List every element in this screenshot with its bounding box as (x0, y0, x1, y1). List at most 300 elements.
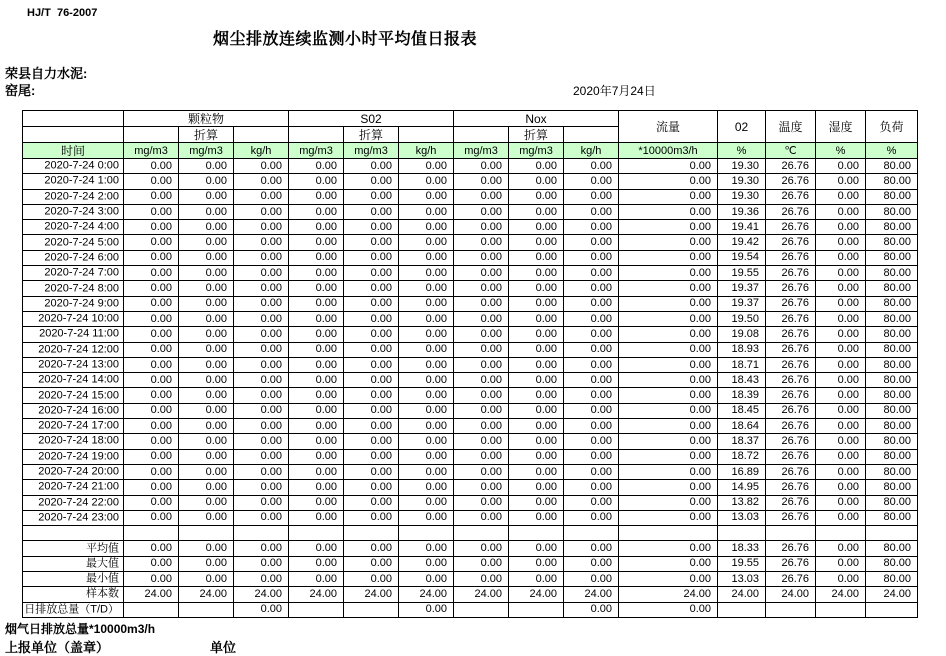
row-label-cell (23, 526, 124, 541)
value-cell: 0.00 (399, 281, 454, 296)
value-cell: 0.00 (124, 235, 179, 250)
value-cell: 0.00 (124, 342, 179, 357)
value-cell: 0.00 (816, 388, 866, 403)
value-cell: 0.00 (344, 159, 399, 174)
value-cell: 16.89 (718, 464, 766, 479)
value-cell: 26.76 (766, 281, 816, 296)
value-cell: 0.00 (619, 602, 718, 617)
value-cell: 0.00 (289, 296, 344, 311)
value-cell: 0.00 (179, 373, 234, 388)
value-cell: 0.00 (454, 480, 509, 495)
value-cell: 0.00 (454, 327, 509, 342)
group-header-nox: Nox (454, 111, 619, 127)
value-cell: 0.00 (564, 556, 619, 571)
row-label-cell (23, 495, 124, 510)
value-cell: 0.00 (289, 159, 344, 174)
value-cell: 0.00 (619, 174, 718, 189)
value-cell: 0.00 (454, 388, 509, 403)
value-cell: 0.00 (619, 572, 718, 587)
value-cell: 26.76 (766, 373, 816, 388)
summary-row (23, 541, 918, 556)
row-label-cell (23, 327, 124, 342)
value-cell: 0.00 (399, 388, 454, 403)
value-cell: 0.00 (816, 174, 866, 189)
value-cell: 0.00 (124, 159, 179, 174)
value-cell: 0.00 (344, 434, 399, 449)
data-row (23, 434, 918, 449)
row-label-cell (23, 311, 124, 326)
value-cell: 0.00 (509, 541, 564, 556)
value-cell: 80.00 (866, 434, 918, 449)
value-cell: 0.00 (816, 434, 866, 449)
value-cell: 0.00 (399, 572, 454, 587)
value-cell: 0.00 (509, 204, 564, 219)
value-cell: 0.00 (454, 510, 509, 525)
value-cell: 0.00 (399, 541, 454, 556)
value-cell: 0.00 (619, 510, 718, 525)
value-cell: 0.00 (124, 541, 179, 556)
value-cell: 0.00 (289, 342, 344, 357)
value-cell: 0.00 (564, 464, 619, 479)
unit-cell: kg/h (399, 143, 454, 159)
data-row (23, 189, 918, 204)
row-label-text: 2020-7-24 8:00 (44, 282, 119, 295)
value-cell: 0.00 (399, 495, 454, 510)
value-cell: 0.00 (454, 266, 509, 281)
value-cell: 0.00 (289, 204, 344, 219)
value-cell: 19.37 (718, 281, 766, 296)
value-cell: 0.00 (344, 220, 399, 235)
value-cell: 0.00 (289, 235, 344, 250)
header-group-row (23, 111, 918, 127)
value-cell: 0.00 (509, 357, 564, 372)
value-cell: 19.30 (718, 189, 766, 204)
value-cell: 13.82 (718, 495, 766, 510)
value-cell: 0.00 (124, 510, 179, 525)
value-cell: 0.00 (619, 388, 718, 403)
value-cell: 0.00 (344, 327, 399, 342)
unit-cell: kg/h (234, 143, 289, 159)
value-cell: 0.00 (179, 235, 234, 250)
value-cell: 0.00 (816, 250, 866, 265)
value-cell (399, 526, 454, 541)
value-cell: 0.00 (344, 235, 399, 250)
data-row (23, 281, 918, 296)
value-cell: 80.00 (866, 373, 918, 388)
value-cell: 80.00 (866, 480, 918, 495)
value-cell: 0.00 (619, 159, 718, 174)
value-cell: 26.76 (766, 327, 816, 342)
value-cell: 0.00 (454, 250, 509, 265)
row-label-text: 2020-7-24 20:00 (38, 465, 119, 478)
value-cell: 0.00 (454, 403, 509, 418)
row-label-cell (23, 357, 124, 372)
value-cell: 24.00 (234, 587, 289, 602)
value-cell: 0.00 (179, 572, 234, 587)
value-cell: 0.00 (619, 449, 718, 464)
value-cell: 0.00 (289, 250, 344, 265)
value-cell: 0.00 (399, 342, 454, 357)
value-cell: 0.00 (399, 250, 454, 265)
value-cell: 0.00 (234, 189, 289, 204)
value-cell: 0.00 (179, 327, 234, 342)
value-cell: 0.00 (454, 541, 509, 556)
value-cell: 0.00 (179, 480, 234, 495)
unit-cell: ℃ (766, 143, 816, 159)
value-cell: 0.00 (816, 572, 866, 587)
value-cell: 0.00 (816, 266, 866, 281)
value-cell: 0.00 (344, 510, 399, 525)
value-cell: 0.00 (619, 357, 718, 372)
value-cell: 0.00 (816, 480, 866, 495)
value-cell: 0.00 (454, 572, 509, 587)
value-cell: 80.00 (866, 189, 918, 204)
value-cell: 0.00 (289, 434, 344, 449)
value-cell: 19.54 (718, 250, 766, 265)
value-cell: 0.00 (816, 510, 866, 525)
value-cell: 0.00 (619, 311, 718, 326)
value-cell: 0.00 (564, 541, 619, 556)
value-cell: 0.00 (619, 434, 718, 449)
value-cell: 0.00 (619, 556, 718, 571)
value-cell: 0.00 (234, 373, 289, 388)
value-cell: 0.00 (564, 495, 619, 510)
value-cell: 80.00 (866, 159, 918, 174)
value-cell: 0.00 (399, 220, 454, 235)
value-cell (124, 526, 179, 541)
summary-row (23, 556, 918, 571)
value-cell: 0.00 (564, 189, 619, 204)
value-cell: 0.00 (619, 541, 718, 556)
value-cell: 0.00 (399, 373, 454, 388)
value-cell: 26.76 (766, 342, 816, 357)
value-cell: 80.00 (866, 449, 918, 464)
value-cell: 0.00 (619, 189, 718, 204)
value-cell: 0.00 (234, 159, 289, 174)
value-cell: 0.00 (619, 342, 718, 357)
value-cell: 0.00 (234, 296, 289, 311)
row-label-text: 2020-7-24 21:00 (38, 480, 119, 493)
row-label-cell (23, 266, 124, 281)
row-label-cell (23, 449, 124, 464)
value-cell: 0.00 (399, 556, 454, 571)
value-cell: 0.00 (234, 510, 289, 525)
data-row (23, 480, 918, 495)
row-label-cell (23, 342, 124, 357)
value-cell: 0.00 (816, 342, 866, 357)
converted-header-nox: 折算 (509, 127, 564, 143)
row-label-text: 2020-7-24 23:00 (38, 511, 119, 524)
value-cell: 80.00 (866, 342, 918, 357)
value-cell: 80.00 (866, 311, 918, 326)
value-cell: 0.00 (509, 311, 564, 326)
value-cell: 0.00 (816, 159, 866, 174)
value-cell: 0.00 (289, 388, 344, 403)
row-label-text: 2020-7-24 4:00 (44, 220, 119, 233)
value-cell: 0.00 (234, 281, 289, 296)
value-cell: 0.00 (509, 449, 564, 464)
value-cell: 26.76 (766, 510, 816, 525)
value-cell: 0.00 (816, 327, 866, 342)
value-cell: 0.00 (124, 296, 179, 311)
value-cell: 0.00 (234, 388, 289, 403)
value-cell: 26.76 (766, 174, 816, 189)
value-cell: 0.00 (564, 266, 619, 281)
value-cell: 24.00 (866, 587, 918, 602)
row-label-text: 2020-7-24 0:00 (44, 159, 119, 172)
value-cell: 13.03 (718, 572, 766, 587)
value-cell: 0.00 (124, 495, 179, 510)
value-cell: 0.00 (564, 220, 619, 235)
value-cell (509, 602, 564, 617)
value-cell: 0.00 (454, 189, 509, 204)
value-cell: 26.76 (766, 189, 816, 204)
report-table-body (23, 159, 918, 618)
value-cell (718, 602, 766, 617)
value-cell: 0.00 (179, 204, 234, 219)
value-cell: 0.00 (619, 495, 718, 510)
row-label-text: 2020-7-24 14:00 (38, 373, 119, 386)
header-units-row (23, 143, 918, 159)
value-cell: 24.00 (509, 587, 564, 602)
value-cell: 80.00 (866, 556, 918, 571)
value-cell: 0.00 (289, 281, 344, 296)
value-cell: 24.00 (718, 587, 766, 602)
value-cell: 0.00 (124, 464, 179, 479)
value-cell: 0.00 (509, 510, 564, 525)
row-label-cell (23, 434, 124, 449)
value-cell: 0.00 (179, 449, 234, 464)
value-cell: 80.00 (866, 266, 918, 281)
unit-cell: % (866, 143, 918, 159)
row-label-cell (23, 602, 124, 617)
value-cell: 0.00 (564, 250, 619, 265)
value-cell: 0.00 (399, 266, 454, 281)
value-cell: 0.00 (234, 403, 289, 418)
value-cell: 0.00 (509, 281, 564, 296)
header-load: 负荷 (866, 111, 918, 143)
value-cell: 0.00 (619, 220, 718, 235)
value-cell: 0.00 (619, 419, 718, 434)
value-cell: 24.00 (399, 587, 454, 602)
value-cell: 80.00 (866, 419, 918, 434)
footer-report-unit-label: 上报单位（盖章） (5, 640, 110, 655)
row-label-text: 最大值 (86, 557, 119, 570)
value-cell: 0.00 (124, 480, 179, 495)
value-cell: 0.00 (454, 556, 509, 571)
unit-cell: mg/m3 (344, 143, 399, 159)
value-cell: 0.00 (509, 373, 564, 388)
value-cell: 0.00 (454, 204, 509, 219)
value-cell (454, 602, 509, 617)
value-cell: 0.00 (816, 373, 866, 388)
header-empty-cell (23, 111, 124, 127)
data-row (23, 495, 918, 510)
value-cell: 0.00 (344, 388, 399, 403)
summary-row (23, 572, 918, 587)
row-label-text: 2020-7-24 5:00 (44, 236, 119, 249)
value-cell: 19.30 (718, 159, 766, 174)
data-row (23, 373, 918, 388)
value-cell: 0.00 (344, 250, 399, 265)
unit-cell: mg/m3 (509, 143, 564, 159)
value-cell: 0.00 (179, 464, 234, 479)
row-label-cell (23, 296, 124, 311)
data-row (23, 250, 918, 265)
value-cell: 24.00 (454, 587, 509, 602)
value-cell (816, 526, 866, 541)
value-cell: 19.50 (718, 311, 766, 326)
value-cell: 0.00 (564, 434, 619, 449)
row-label-cell (23, 388, 124, 403)
value-cell: 26.76 (766, 235, 816, 250)
value-cell: 0.00 (619, 327, 718, 342)
report-table (22, 110, 918, 618)
value-cell: 80.00 (866, 464, 918, 479)
value-cell: 0.00 (344, 204, 399, 219)
value-cell: 0.00 (509, 572, 564, 587)
row-label-text: 2020-7-24 17:00 (38, 419, 119, 432)
value-cell: 0.00 (179, 342, 234, 357)
value-cell: 0.00 (124, 373, 179, 388)
row-label-text: 2020-7-24 15:00 (38, 389, 119, 402)
value-cell: 24.00 (564, 587, 619, 602)
value-cell: 0.00 (124, 266, 179, 281)
value-cell: 0.00 (124, 281, 179, 296)
value-cell: 0.00 (564, 602, 619, 617)
value-cell: 0.00 (234, 357, 289, 372)
value-cell: 0.00 (564, 403, 619, 418)
value-cell: 24.00 (289, 587, 344, 602)
value-cell: 0.00 (289, 556, 344, 571)
value-cell: 0.00 (399, 327, 454, 342)
value-cell: 0.00 (234, 235, 289, 250)
value-cell: 0.00 (399, 189, 454, 204)
row-label-text: 2020-7-24 9:00 (44, 297, 119, 310)
value-cell: 0.00 (619, 464, 718, 479)
value-cell: 19.41 (718, 220, 766, 235)
row-label-text: 2020-7-24 22:00 (38, 496, 119, 509)
value-cell: 0.00 (179, 510, 234, 525)
value-cell: 18.64 (718, 419, 766, 434)
value-cell: 0.00 (124, 572, 179, 587)
row-label-cell (23, 480, 124, 495)
value-cell: 0.00 (509, 480, 564, 495)
value-cell: 0.00 (619, 250, 718, 265)
data-row (23, 464, 918, 479)
value-cell: 0.00 (234, 556, 289, 571)
row-label-text: 2020-7-24 11:00 (39, 327, 119, 340)
value-cell: 26.76 (766, 495, 816, 510)
value-cell: 0.00 (816, 403, 866, 418)
value-cell: 24.00 (816, 587, 866, 602)
value-cell: 0.00 (509, 220, 564, 235)
value-cell: 0.00 (124, 556, 179, 571)
value-cell: 0.00 (179, 296, 234, 311)
value-cell: 0.00 (509, 250, 564, 265)
value-cell: 0.00 (179, 266, 234, 281)
value-cell: 0.00 (564, 235, 619, 250)
value-cell: 19.55 (718, 556, 766, 571)
value-cell: 0.00 (816, 357, 866, 372)
report-title: 烟尘排放连续监测小时平均值日报表 (213, 31, 478, 48)
value-cell: 0.00 (619, 266, 718, 281)
value-cell: 0.00 (234, 572, 289, 587)
value-cell: 0.00 (509, 556, 564, 571)
value-cell: 0.00 (179, 357, 234, 372)
value-cell: 0.00 (454, 357, 509, 372)
value-cell: 0.00 (344, 480, 399, 495)
value-cell: 0.00 (344, 495, 399, 510)
value-cell: 0.00 (344, 342, 399, 357)
monitoring-point-label: 窑尾: (5, 83, 36, 98)
value-cell: 0.00 (816, 235, 866, 250)
value-cell: 0.00 (509, 342, 564, 357)
value-cell: 0.00 (399, 296, 454, 311)
value-cell: 0.00 (509, 495, 564, 510)
row-label-cell (23, 556, 124, 571)
value-cell: 0.00 (564, 419, 619, 434)
value-cell: 80.00 (866, 403, 918, 418)
value-cell: 0.00 (234, 311, 289, 326)
value-cell (289, 526, 344, 541)
blank-row (23, 526, 918, 541)
value-cell: 0.00 (124, 434, 179, 449)
value-cell: 0.00 (289, 510, 344, 525)
value-cell: 0.00 (124, 311, 179, 326)
value-cell: 0.00 (124, 174, 179, 189)
value-cell: 0.00 (344, 311, 399, 326)
value-cell: 0.00 (399, 403, 454, 418)
unit-cell: *10000m3/h (619, 143, 718, 159)
value-cell: 0.00 (179, 174, 234, 189)
value-cell: 0.00 (289, 357, 344, 372)
value-cell: 80.00 (866, 388, 918, 403)
value-cell: 0.00 (454, 220, 509, 235)
value-cell: 0.00 (179, 541, 234, 556)
value-cell: 0.00 (399, 464, 454, 479)
value-cell: 0.00 (289, 495, 344, 510)
group-header-so2: S02 (289, 111, 454, 127)
value-cell: 0.00 (564, 357, 619, 372)
value-cell: 0.00 (816, 189, 866, 204)
value-cell: 24.00 (766, 587, 816, 602)
value-cell: 0.00 (564, 311, 619, 326)
row-label-cell (23, 510, 124, 525)
value-cell: 0.00 (509, 296, 564, 311)
value-cell: 80.00 (866, 357, 918, 372)
value-cell: 80.00 (866, 174, 918, 189)
value-cell: 80.00 (866, 220, 918, 235)
value-cell: 0.00 (454, 159, 509, 174)
summary-row (23, 602, 918, 617)
value-cell: 0.00 (564, 342, 619, 357)
data-row (23, 449, 918, 464)
value-cell: 0.00 (344, 296, 399, 311)
value-cell: 0.00 (289, 327, 344, 342)
value-cell: 0.00 (234, 464, 289, 479)
data-row (23, 510, 918, 525)
value-cell (234, 526, 289, 541)
row-label-text: 2020-7-24 3:00 (44, 205, 119, 218)
value-cell: 13.03 (718, 510, 766, 525)
value-cell: 0.00 (234, 204, 289, 219)
value-cell: 0.00 (564, 510, 619, 525)
row-label-cell (23, 281, 124, 296)
value-cell: 0.00 (816, 541, 866, 556)
value-cell: 0.00 (454, 373, 509, 388)
value-cell: 0.00 (509, 174, 564, 189)
